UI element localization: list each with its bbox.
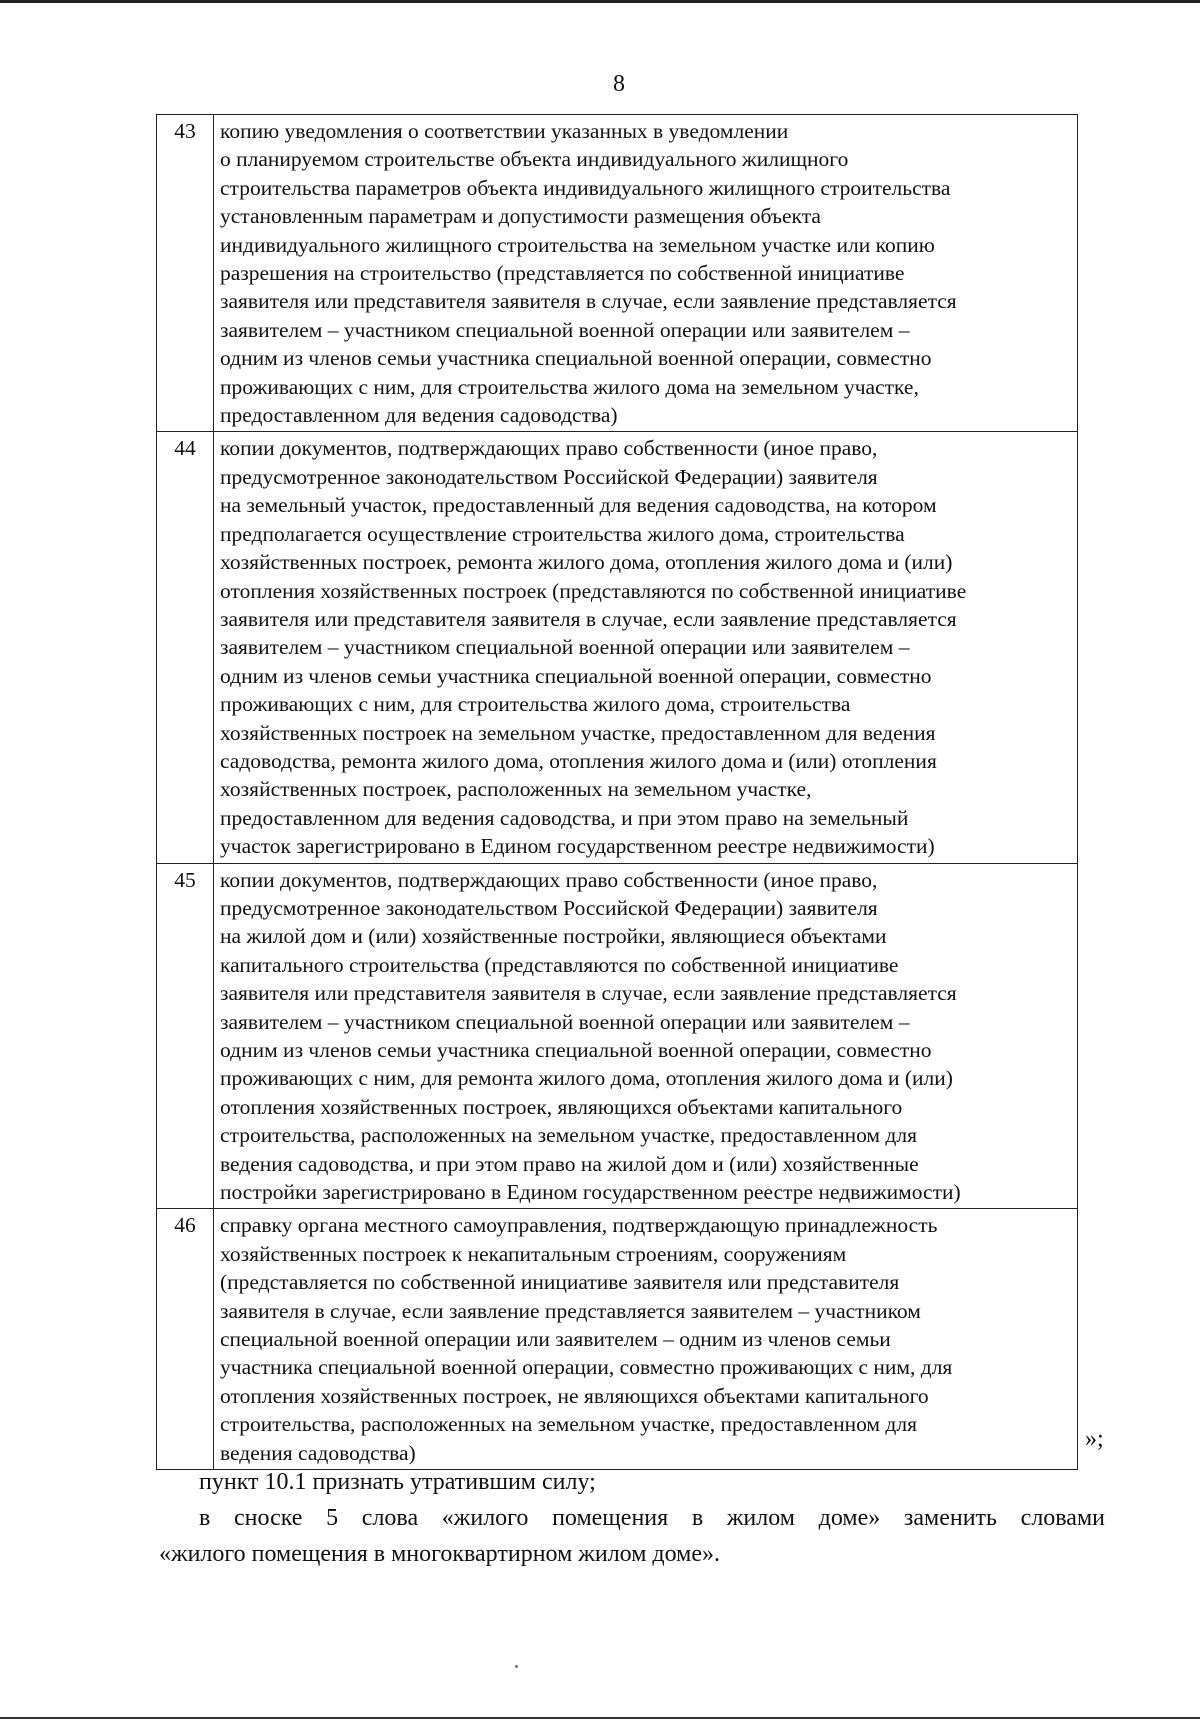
table-row <box>157 1209 1078 1470</box>
description-line: на земельный участок, предоставленный для ведения садоводства, на котором <box>220 493 937 518</box>
description-line: проживающих с ним, для строительства жилого дома на земельном участке, <box>220 374 919 399</box>
description-line: ведения садоводства) <box>220 1440 416 1465</box>
description-line: ведения садоводства, и при этом право на жилой дом и (или) хозяйственные <box>220 1151 919 1176</box>
closing-quote-mark: »; <box>1085 1426 1104 1452</box>
description-line: заявителя в случае, если заявление представляется заявителем – участником <box>220 1298 921 1323</box>
description-line: одним из членов семьи участника специальной военной операции, совместно <box>220 663 932 688</box>
description-line: специальной военной операции или заявителем – одним из членов семьи <box>220 1327 891 1352</box>
requirements-table <box>156 114 1078 1470</box>
row-number: 43 <box>157 115 214 432</box>
table-row <box>157 863 1078 1209</box>
paragraph-footnote-5: в сноске 5 слова «жилого помещения в жилом доме» заменить словами <box>199 1505 1105 1531</box>
description-line: предусмотренное законодательством Российской Федерации) заявителя <box>220 464 878 489</box>
description-line: хозяйственных построек на земельном участке, предоставленном для ведения <box>220 720 936 745</box>
paragraph-footnote-5-continued: «жилого помещения в многоквартирном жилом доме». <box>159 1541 720 1567</box>
description-line: индивидуального жилищного строительства на земельном участке или копию <box>220 232 935 257</box>
table-row <box>157 115 1078 432</box>
description-line: заявителем – участником специальной военной операции или заявителем – <box>220 317 910 342</box>
description-line: хозяйственных построек к некапитальным строениям, сооружениям <box>220 1241 847 1266</box>
description-line: заявителем – участником специальной военной операции или заявителем – <box>220 635 910 660</box>
description-line: одним из членов семьи участника специальной военной операции, совместно <box>220 1038 932 1062</box>
description-line: копию уведомления о соответствии указанных в уведомлении <box>220 119 789 143</box>
description-line: установленным параметрам и допустимости размещения объекта <box>220 204 821 229</box>
row-description <box>214 863 1078 1209</box>
description-line: разрешения на строительство (представляется по собственной инициативе <box>220 261 905 286</box>
description-line: отопления хозяйственных построек, не являющихся объектами капитального <box>220 1383 929 1408</box>
description-line: предоставленном для ведения садоводства) <box>220 403 618 428</box>
description-line: заявителя или представителя заявителя в случае, если заявление представляется <box>220 289 957 314</box>
bottom-scan-border <box>0 1717 1200 1719</box>
description-line: строительства параметров объекта индивидуального жилищного строительства <box>220 175 951 200</box>
scan-speck <box>515 1665 518 1668</box>
row-number: 46 <box>157 1209 214 1470</box>
table-body <box>157 115 1078 1470</box>
row-description <box>214 115 1078 432</box>
description-line: хозяйственных построек, ремонта жилого дома, отопления жилого дома и (или) <box>220 550 953 575</box>
description-line: предусмотренное законодательством Российской Федерации) заявителя <box>220 895 878 920</box>
description-line: предполагается осуществление строительства жилого дома, строительства <box>220 521 905 546</box>
description-line: проживающих с ним, для строительства жилого дома, строительства <box>220 692 851 717</box>
description-line: (представляется по собственной инициативе заявителя или представителя <box>220 1270 900 1295</box>
description-line: о планируемом строительстве объекта индивидуального жилищного <box>220 147 849 172</box>
description-line: заявителя или представителя заявителя в случае, если заявление представляется <box>220 981 957 1006</box>
description-line: отопления хозяйственных построек (представляются по собственной инициативе <box>220 578 967 603</box>
description-line: копии документов, подтверждающих право собственности (иное право, <box>220 867 878 892</box>
description-line: хозяйственных построек, расположенных на земельном участке, <box>220 777 812 802</box>
description-line: заявителем – участником специальной военной операции или заявителем – <box>220 1009 910 1034</box>
description-line: постройки зарегистрировано в Едином государственном реестре недвижимости) <box>220 1180 961 1205</box>
row-number: 45 <box>157 863 214 1209</box>
description-line: отопления хозяйственных построек, являющихся объектами капитального <box>220 1094 903 1119</box>
row-number: 44 <box>157 432 214 863</box>
top-scan-border <box>0 0 1200 3</box>
description-line: справку органа местного самоуправления, подтверждающую принадлежность <box>220 1213 938 1238</box>
row-description <box>214 1209 1078 1470</box>
row-description <box>214 432 1078 863</box>
description-line: копии документов, подтверждающих право собственности (иное право, <box>220 436 878 461</box>
table-row <box>157 432 1078 863</box>
description-line: одним из членов семьи участника специальной военной операции, совместно <box>220 346 932 371</box>
description-line: капитального строительства (представляются по собственной инициативе <box>220 952 899 977</box>
description-line: участок зарегистрировано в Едином государственном реестре недвижимости) <box>220 834 935 859</box>
page-number: 8 <box>613 71 625 97</box>
description-line: предоставленном для ведения садоводства, и при этом право на земельный <box>220 805 909 830</box>
description-line: строительства, расположенных на земельном участке, предоставленном для <box>220 1123 917 1148</box>
paragraph-item-10-1: пункт 10.1 признать утратившим силу; <box>199 1469 596 1495</box>
description-line: строительства, расположенных на земельном участке, предоставленном для <box>220 1412 917 1437</box>
description-line: проживающих с ним, для ремонта жилого дома, отопления жилого дома и (или) <box>220 1066 953 1091</box>
description-line: участника специальной военной операции, совместно проживающих с ним, для <box>220 1355 953 1380</box>
description-line: заявителя или представителя заявителя в случае, если заявление представляется <box>220 606 957 631</box>
description-line: садоводства, ремонта жилого дома, отопления жилого дома и (или) отопления <box>220 748 937 773</box>
description-line: на жилой дом и (или) хозяйственные постройки, являющиеся объектами <box>220 924 887 949</box>
